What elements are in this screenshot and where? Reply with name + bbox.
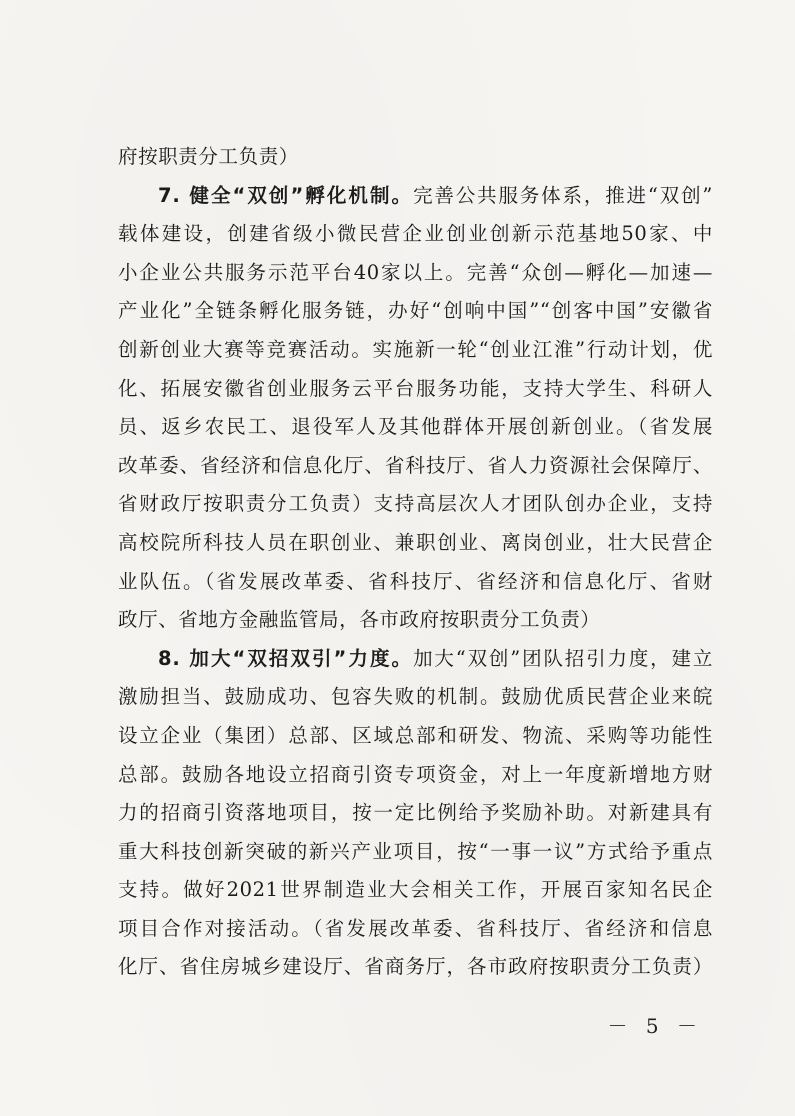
text-line-1: 府按职责分工负责） (118, 145, 299, 168)
text-line-11: 高校院所科技人员在职创业、兼职创业、离岗创业，壮大民营企 (118, 530, 713, 554)
text-line-6: 创新创业大赛等竞赛活动。实施新一轮“创业江淮”行动计划，优 (118, 337, 713, 361)
text-line-4: 小企业公共服务示范平台40家以上。完善“众创—孵化—加速— (118, 260, 713, 284)
text-line-15: 激励担当、鼓励成功、包容失败的机制。鼓励优质民营企业来皖 (118, 685, 713, 709)
document-body (118, 138, 713, 987)
text-line-12: 业队伍。（省发展改革委、省科技厅、省经济和信息化厅、省财 (118, 569, 713, 593)
text-line-22: 化厅、省住房城乡建设厅、省商务厅，各市政府按职责分工负责） (118, 955, 713, 979)
text-line-9: 改革委、省经济和信息化厅、省科技厅、省人力资源社会保障厅、 (118, 453, 713, 477)
text-line-21: 项目合作对接活动。（省发展改革委、省科技厅、省经济和信息 (118, 916, 713, 940)
text-line-3: 载体建设，创建省级小微民营企业创业创新示范基地50家、中 (118, 222, 713, 246)
text-line-18: 力的招商引资落地项目，按一定比例给予奖励补助。对新建具有 (118, 801, 713, 825)
text-line-16: 设立企业（集团）总部、区域总部和研发、物流、采购等功能性 (118, 723, 713, 747)
section-7-heading: 7. 健全“双创”孵化机制。 (158, 183, 414, 207)
text-line-10: 省财政厅按职责分工负责）支持高层次人才团队创办企业，支持 (118, 492, 713, 516)
page-number: － 5 － (607, 1014, 703, 1038)
section-8-heading-line: 8. 加大“双招双引”力度。加大“双创”团队招引力度，建立 (158, 646, 713, 670)
text-line-7: 化、拓展安徽省创业服务云平台服务功能，支持大学生、科研人 (118, 376, 713, 400)
section-7-heading-line: 7. 健全“双创”孵化机制。完善公共服务体系，推进“双创” (158, 183, 713, 207)
text-line-13: 政厅、省地方金融监管局，各市政府按职责分工负责） (118, 608, 601, 632)
text-line-8: 员、返乡农民工、退役军人及其他群体开展创新创业。（省发展 (118, 415, 713, 439)
text-line-5: 产业化”全链条孵化服务链，办好“创响中国”“创客中国”安徽省 (118, 299, 713, 323)
section-8-heading: 8. 加大“双招双引”力度。 (158, 646, 414, 670)
text-line-17: 总部。鼓励各地设立招商引资专项资金，对上一年度新增地方财 (118, 762, 713, 786)
text-line-19: 重大科技创新突破的新兴产业项目，按“一事一议”方式给予重点 (118, 839, 713, 863)
text-line-20: 支持。做好2021世界制造业大会相关工作，开展百家知名民企 (118, 878, 713, 902)
